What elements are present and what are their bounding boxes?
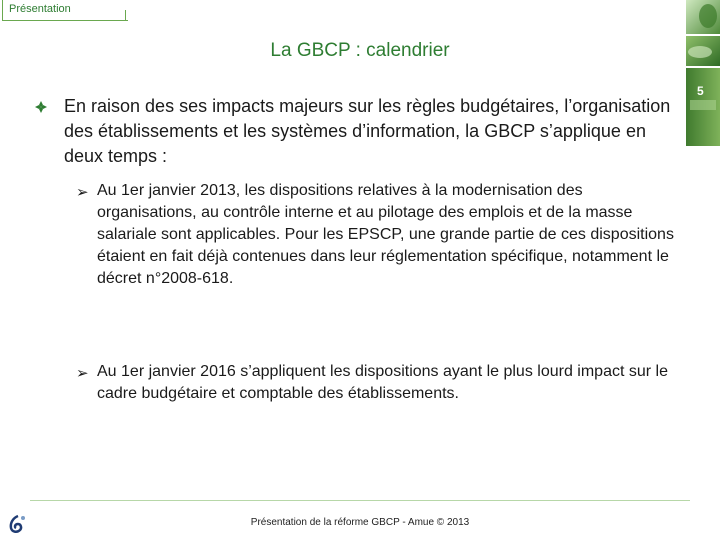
arrow-bullet-icon: ➢: [76, 184, 89, 201]
footer-text: Présentation de la réforme GBCP - Amue © 2013: [250, 517, 470, 528]
main-bullet-text: En raison des ses impacts majeurs sur les règles budgétaires, l’organisation des établissements et les systèmes d’information, la GBCP s’applique en deux temps :: [64, 96, 671, 166]
sub-bullet-2-text: Au 1er janvier 2016 s’appliquent les dispositions ayant le plus lourd impact sur le cadre budgétaire et comptable des établissements.: [97, 363, 668, 402]
decorative-photo-strip: [686, 0, 720, 148]
slide-number: 5: [697, 84, 704, 98]
tab-divider: [125, 10, 126, 20]
section-tab: [2, 0, 128, 21]
sub-bullet-1-text: Au 1er janvier 2013, les dispositions relatives à la modernisation des organisations, au contrôle interne et au pilotage des emplois et de la masse salariale sont applicables. Pour les EPSCP, une grande partie de ces dispositions étaient en fait déjà contenues dans leur réglementation spécifique, notamment le décret n°2008-618.: [97, 182, 674, 287]
section-label: Présentation: [9, 3, 71, 15]
leaf-photos-icon: [686, 0, 720, 148]
diamond-bullet-icon: [34, 100, 48, 114]
slide-title: La GBCP : calendrier: [270, 40, 450, 61]
footer-divider: [30, 500, 690, 501]
arrow-bullet-icon: ➢: [76, 365, 89, 382]
